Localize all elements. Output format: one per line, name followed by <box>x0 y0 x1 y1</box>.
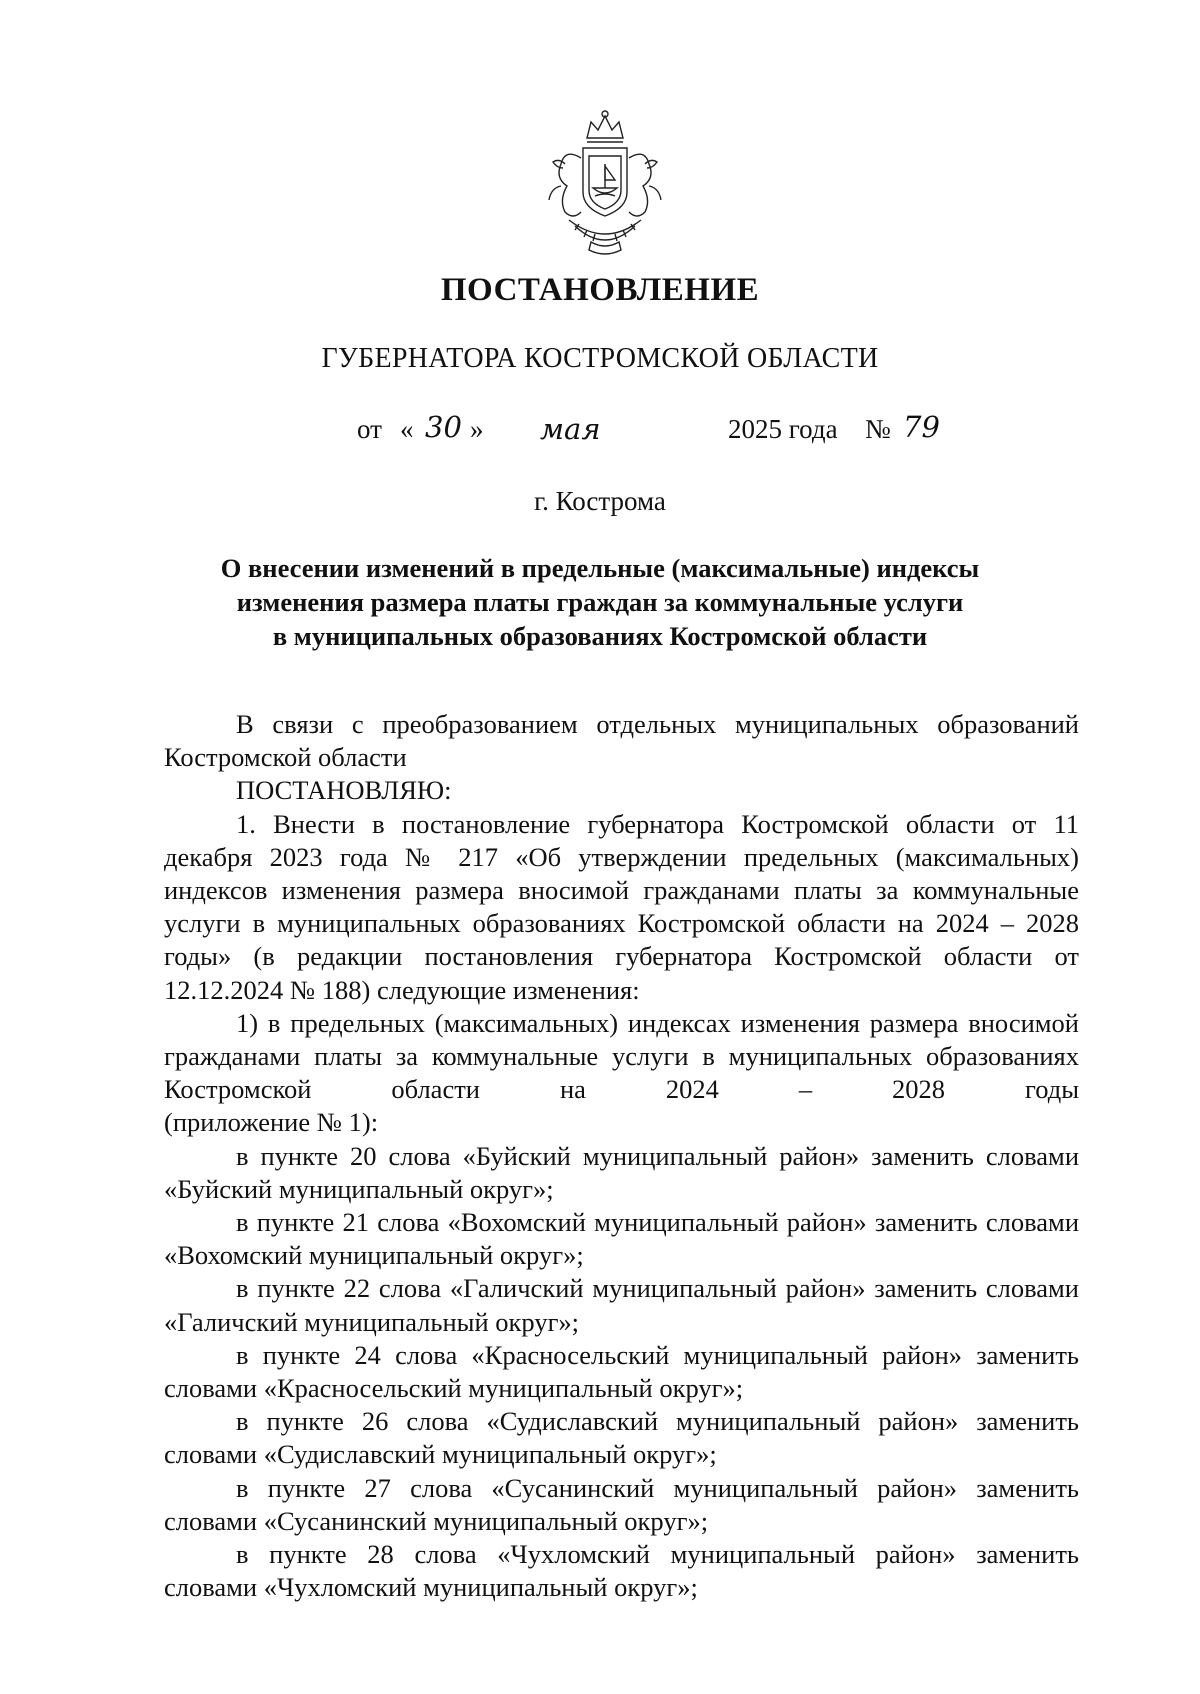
change-item: в пункте 27 слова «Сусанинский муниципальный район» заменить словами «Сусанинский муниципальный округ»; <box>164 1472 1079 1536</box>
document-title: ПОСТАНОВЛЕНИЕ <box>440 272 760 308</box>
change-item: в пункте 24 слова «Красносельский муниципальный район» заменить словами «Красносельский муниципальный округ»; <box>164 1339 1079 1404</box>
dateline-number-sign: № <box>865 414 891 444</box>
document-heading <box>0 551 1200 653</box>
dateline-year: 2025 года <box>728 414 838 444</box>
coat-of-arms-emblem <box>535 108 675 258</box>
subitem-1-paragraph: 1) в предельных (максимальных) индексах изменения размера вносимой гражданами платы за коммунальные услуги в муниципальных образованиях Костромской области на 2024 – 2028 годы <box>164 1007 1079 1105</box>
change-item: в пункте 26 слова «Судиславский муниципальный район» заменить словами «Судиславский муниципальный округ»; <box>164 1406 1079 1470</box>
dateline-open-quote: « <box>400 414 414 444</box>
change-item: в пункте 22 слова «Галичский муниципальный район» заменить словами «Галичский муниципальный округ»; <box>164 1273 1079 1337</box>
document-body <box>164 708 1079 1604</box>
intro-paragraph: В связи с преобразованием отдельных муниципальных образований Костромской области <box>164 709 1079 773</box>
dateline-month: мая <box>540 412 601 446</box>
subitem-1-appendix-ref: (приложение № 1): <box>164 1107 379 1138</box>
change-item: в пункте 21 слова «Вохомский муниципальный район» заменить словами «Вохомский муниципальный округ»; <box>164 1207 1079 1271</box>
heading-line-1: О внесении изменений в предельные (максимальные) индексы <box>220 553 980 583</box>
heading-line-2: изменения размера платы граждан за коммунальные услуги <box>236 587 964 617</box>
dateline-close-quote: » <box>470 414 484 444</box>
decree-word: ПОСТАНОВЛЯЮ: <box>236 775 452 806</box>
dateline-prefix: от <box>357 414 382 444</box>
document-subtitle: ГУБЕРНАТОРА КОСТРОМСКОЙ ОБЛАСТИ <box>321 343 879 374</box>
change-item: в пункте 28 слова «Чухломский муниципальный район» заменить словами «Чухломский муниципальный округ»; <box>164 1539 1079 1603</box>
item-1-paragraph: 1. Внести в постановление губернатора Костромской области от 11 декабря 2023 года № 217 «Об утверждении предельных (максимальных) индексов изменения размера вносимой гражданами платы за коммунальные услуги в муниципальных образованиях Костромской области на 2024 – 2028 годы» (в редакции постановления губернатора Костромской области от 12.12.2024 № 188) следующие изменения: <box>164 808 1079 1005</box>
heading-line-3: в муниципальных образованиях Костромской области <box>272 621 928 651</box>
dateline-day: 30 <box>425 410 462 444</box>
change-item: в пункте 20 слова «Буйский муниципальный район» заменить словами «Буйский муниципальный округ»; <box>164 1140 1079 1204</box>
dateline-number: 79 <box>903 410 940 444</box>
city-line: г. Кострома <box>534 486 666 516</box>
